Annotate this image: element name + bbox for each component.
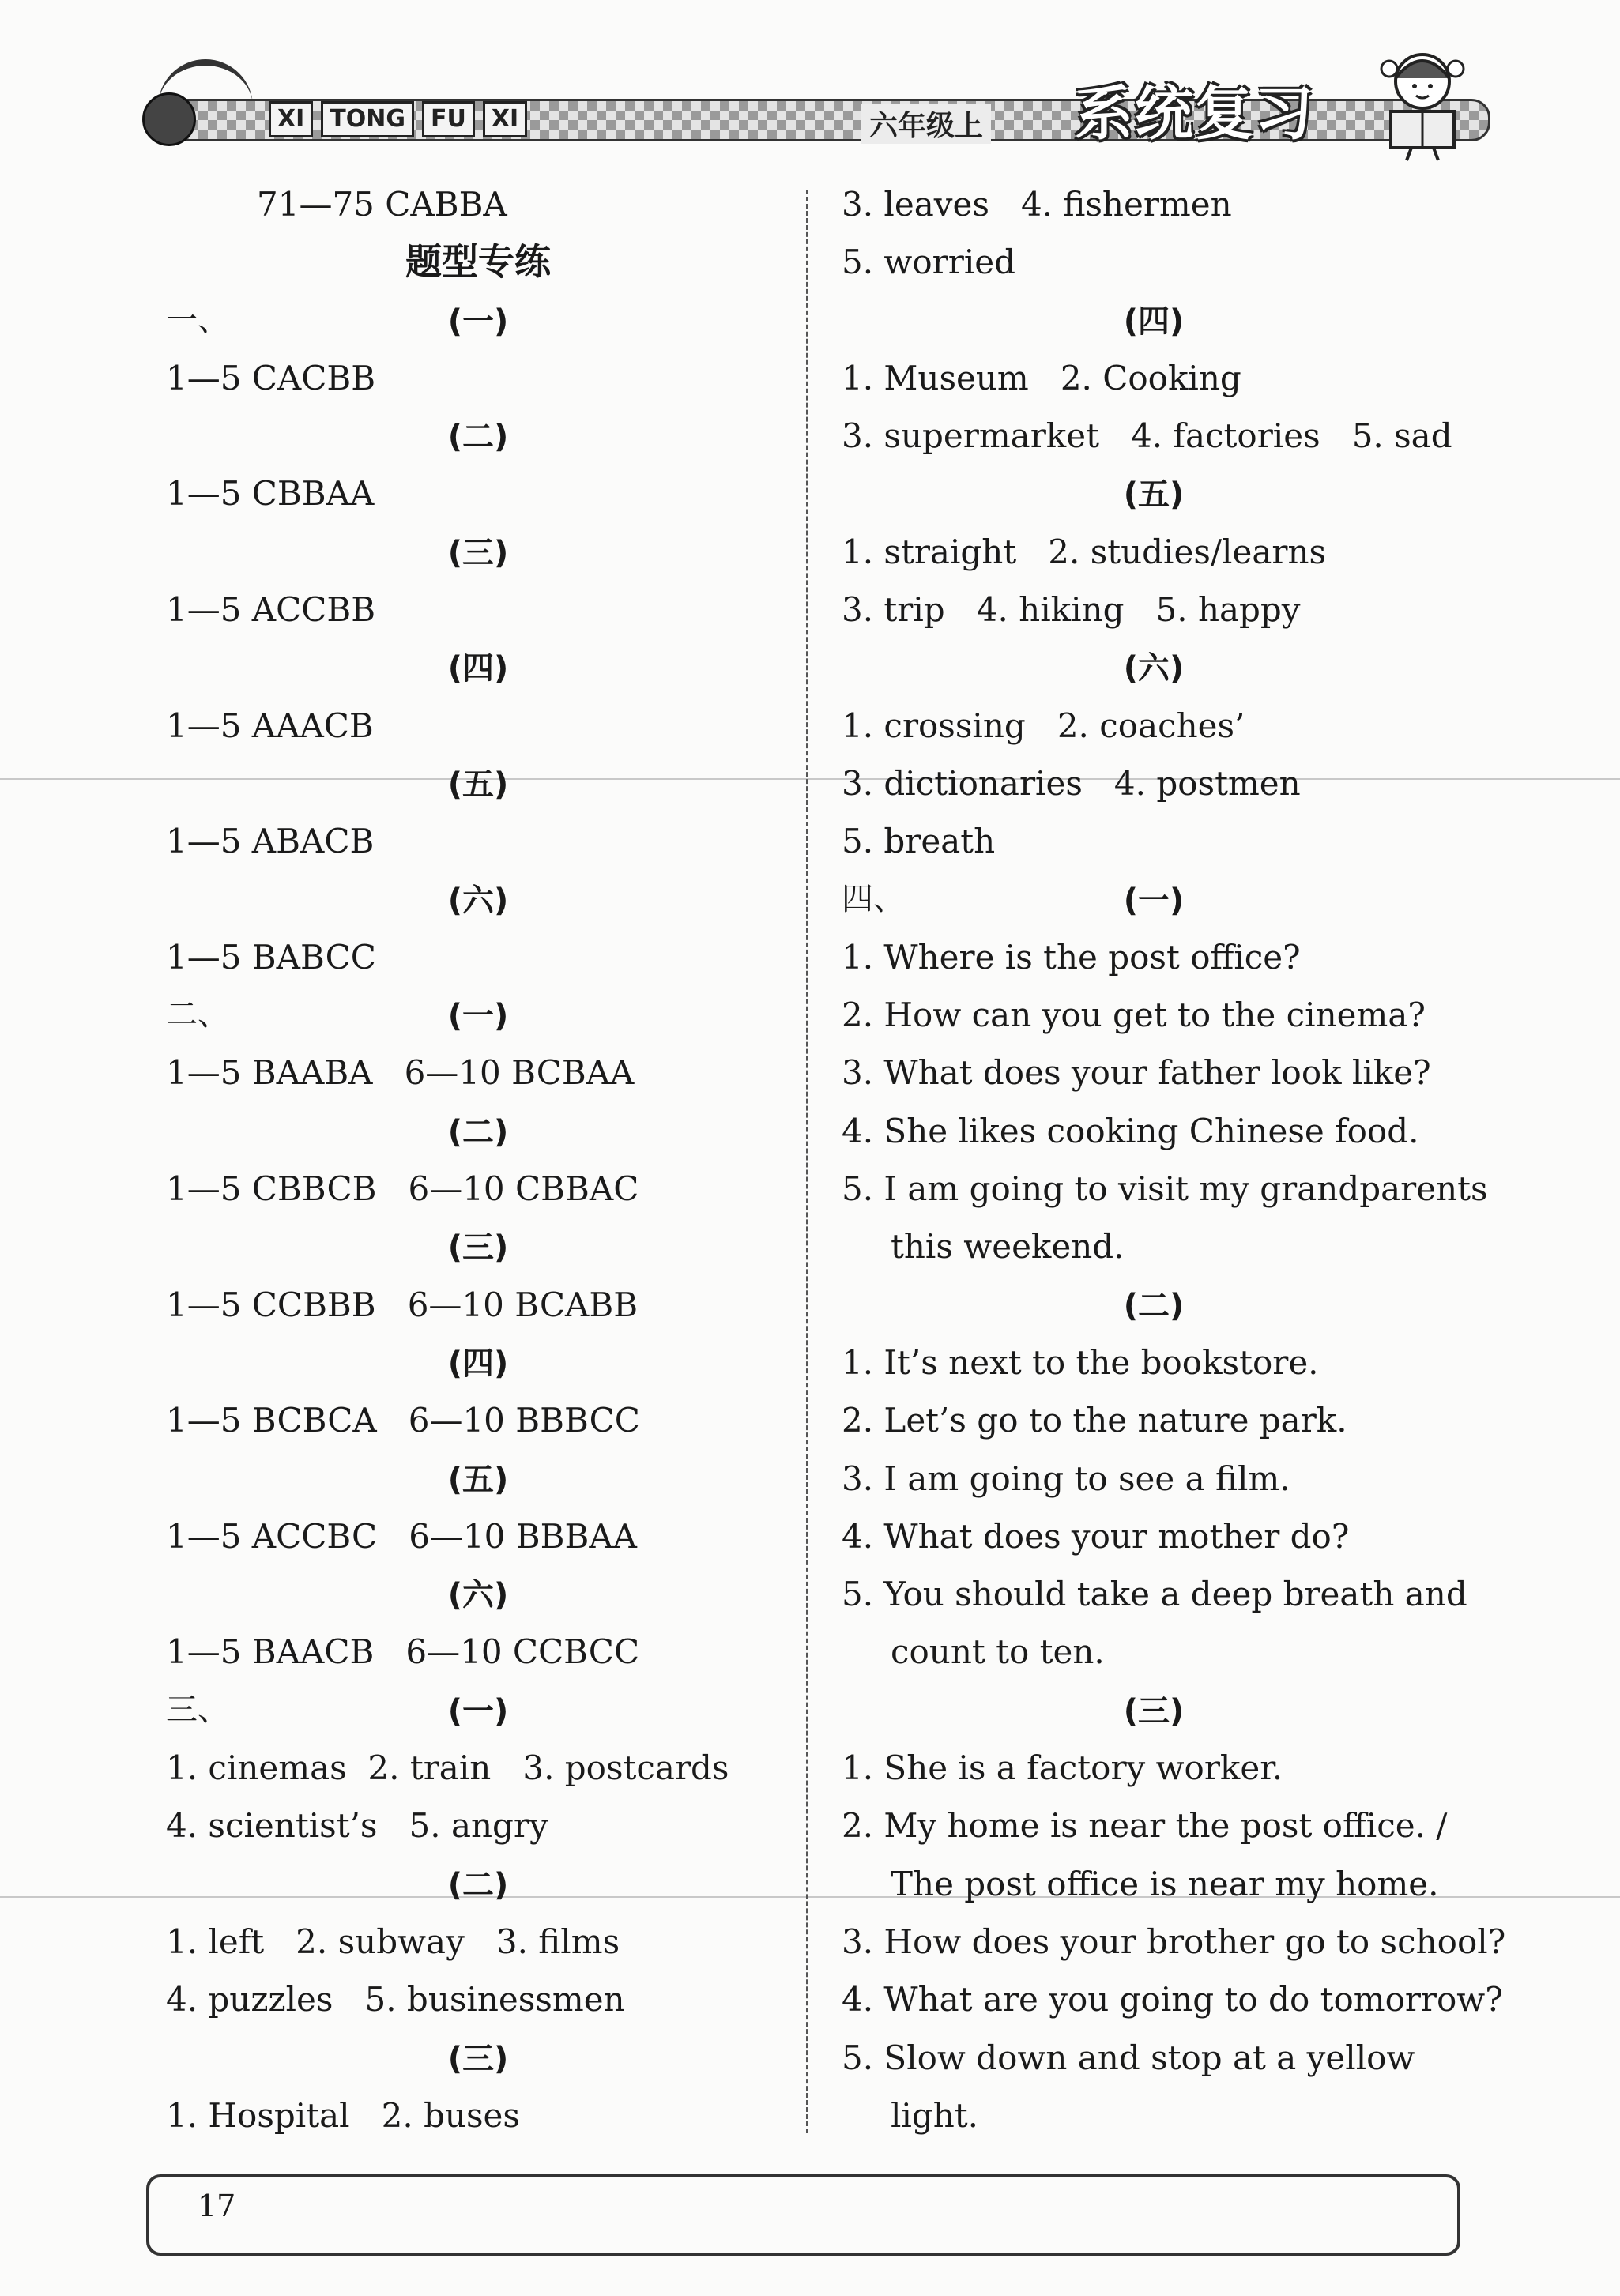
pinyin-syllable: XI xyxy=(483,101,527,137)
answer-line xyxy=(166,812,790,870)
answer-line xyxy=(166,465,790,522)
subsection-number: (五) xyxy=(447,1461,509,1498)
answer-line xyxy=(166,697,790,755)
page-header xyxy=(142,43,1486,162)
section-title: 题型专练 xyxy=(405,240,551,284)
subsection-heading xyxy=(166,755,790,812)
answer-text: 1—5 BABCC xyxy=(166,937,376,977)
subsection-number: (一) xyxy=(447,303,509,340)
answer-text: 1—5 CACBB xyxy=(166,358,376,397)
answer-line xyxy=(842,812,1466,870)
left-answer-column xyxy=(166,175,790,2144)
answer-line xyxy=(842,349,1466,407)
answer-text: light. xyxy=(891,2095,979,2135)
answer-line xyxy=(842,1970,1503,2028)
subsection-heading xyxy=(842,292,1466,349)
answer-text: count to ten. xyxy=(891,1632,1105,1672)
answer-text: 1. cinemas 2. train 3. postcards xyxy=(166,1748,729,1788)
pinyin-syllable: XI xyxy=(269,101,313,137)
answer-line xyxy=(166,581,790,638)
answer-text: 1—5 AAACB xyxy=(166,706,374,745)
subsection-heading xyxy=(166,292,790,349)
answer-text: 4. scientist’s 5. angry xyxy=(166,1806,548,1846)
subsection-number: (二) xyxy=(447,1866,509,1903)
answer-text: 2. Let’s go to the nature park. xyxy=(842,1401,1347,1440)
answer-text: 1—5 ACCBC 6—10 BBBAA xyxy=(166,1516,637,1556)
subsection-number: (二) xyxy=(1123,1287,1185,1324)
section-number: 二、 xyxy=(166,996,229,1033)
answer-line xyxy=(842,1739,1466,1797)
subsection-number: (三) xyxy=(447,534,509,571)
answer-line xyxy=(166,1044,790,1101)
answer-line xyxy=(166,175,790,233)
answer-text: 71—75 CABBA xyxy=(257,185,507,224)
right-answer-column xyxy=(842,175,1506,2144)
answer-text: 5. You should take a deep breath and xyxy=(842,1575,1467,1614)
answer-text: 2. My home is near the post office. / xyxy=(842,1806,1448,1846)
answer-text: 3. supermarket 4. factories 5. sad xyxy=(842,416,1452,456)
answer-line xyxy=(842,755,1466,812)
pinyin-syllable: FU xyxy=(422,101,475,137)
subsection-heading xyxy=(166,1565,790,1623)
answer-line xyxy=(842,1391,1466,1449)
subsection-heading xyxy=(166,1334,790,1391)
answer-text: 3. I am going to see a film. xyxy=(842,1459,1290,1498)
subsection-number: (一) xyxy=(447,1692,509,1730)
answer-line xyxy=(166,1913,790,1970)
answer-line xyxy=(842,2029,1466,2087)
answer-text: 1. straight 2. studies/learns xyxy=(842,532,1327,571)
answer-text: 1. crossing 2. coaches’ xyxy=(842,706,1245,745)
section-number: 三、 xyxy=(166,1691,229,1728)
answer-text: 4. What does your mother do? xyxy=(842,1516,1350,1556)
answer-line xyxy=(842,1218,1466,1275)
subsection-number: (三) xyxy=(1123,1692,1185,1730)
subsection-number: (五) xyxy=(447,766,509,803)
brand-title: 系统复习 xyxy=(1075,80,1315,148)
answer-line xyxy=(166,1507,790,1565)
answer-text: 3. leaves 4. fishermen xyxy=(842,185,1232,224)
subsection-heading xyxy=(166,407,790,465)
subsection-number: (六) xyxy=(1123,650,1185,687)
subsection-number: (六) xyxy=(447,1577,509,1614)
answer-text: 1—5 CBBAA xyxy=(166,474,375,514)
section-number: 一、 xyxy=(166,301,229,338)
answer-text: 4. puzzles 5. businessmen xyxy=(166,1980,625,2019)
answer-line xyxy=(166,928,790,986)
answer-text: 1—5 BAABA 6—10 BCBAA xyxy=(166,1053,635,1093)
answer-line xyxy=(842,1565,1466,1623)
subsection-heading xyxy=(166,2029,790,2087)
subsection-number: (四) xyxy=(1123,303,1185,340)
subsection-heading xyxy=(166,871,790,928)
subsection-heading xyxy=(842,1681,1466,1739)
answer-line xyxy=(842,1334,1466,1391)
subsection-heading xyxy=(166,1102,790,1160)
grade-label: 六年级上 xyxy=(861,104,991,144)
answer-line xyxy=(166,349,790,407)
answer-text: 1—5 BCBCA 6—10 BBBCC xyxy=(166,1401,640,1440)
answer-text: 1—5 BAACB 6—10 CCBCC xyxy=(166,1632,640,1672)
answer-line xyxy=(842,1913,1506,1970)
subsection-number: (三) xyxy=(447,1229,509,1267)
answer-line xyxy=(166,1797,790,1854)
subsection-heading xyxy=(166,1218,790,1275)
answer-text: 3. trip 4. hiking 5. happy xyxy=(842,590,1301,630)
answer-line xyxy=(842,1623,1466,1681)
answer-text: 1. Hospital 2. buses xyxy=(166,2095,520,2135)
subsection-heading xyxy=(166,1855,790,1913)
answer-text: 5. breath xyxy=(842,822,996,861)
subsection-heading xyxy=(842,871,1466,928)
subsection-heading xyxy=(842,638,1466,696)
answer-text: The post office is near my home. xyxy=(891,1864,1439,1903)
answer-text: 2. How can you get to the cinema? xyxy=(842,996,1426,1035)
answer-line xyxy=(842,2087,1466,2144)
answer-line xyxy=(842,1044,1466,1101)
subsection-number: (二) xyxy=(447,419,509,456)
section-number: 四、 xyxy=(842,880,905,917)
answer-text: 5. I am going to visit my grandparents xyxy=(842,1169,1488,1209)
subsection-heading xyxy=(166,1450,790,1507)
answer-line xyxy=(166,1276,790,1334)
subsection-heading xyxy=(842,1276,1466,1334)
answer-text: 1. Museum 2. Cooking xyxy=(842,358,1241,397)
subsection-heading xyxy=(166,523,790,581)
answer-text: 1. left 2. subway 3. films xyxy=(166,1921,620,1961)
column-divider xyxy=(806,190,808,2133)
answer-line xyxy=(842,1160,1488,1218)
answer-line xyxy=(166,1160,790,1218)
answer-text: 4. She likes cooking Chinese food. xyxy=(842,1111,1419,1150)
title-line xyxy=(166,233,790,291)
answer-line xyxy=(842,928,1466,986)
answer-text: this weekend. xyxy=(891,1227,1125,1267)
answer-line xyxy=(842,1450,1466,1507)
subsection-heading xyxy=(166,1681,790,1739)
answer-line xyxy=(166,1970,790,2028)
answer-line xyxy=(166,2087,790,2144)
answer-text: 4. What are you going to do tomorrow? xyxy=(842,1980,1503,2019)
answer-text: 1—5 CCBBB 6—10 BCABB xyxy=(166,1285,639,1324)
subsection-number: (五) xyxy=(1123,476,1185,514)
answer-text: 3. What does your father look like? xyxy=(842,1053,1431,1093)
answer-line xyxy=(842,175,1466,233)
answer-text: 1. Where is the post office? xyxy=(842,937,1301,977)
answer-line xyxy=(842,581,1466,638)
answer-text: 3. dictionaries 4. postmen xyxy=(842,763,1301,803)
answer-line xyxy=(842,407,1466,465)
answer-line xyxy=(842,697,1466,755)
answer-line xyxy=(842,1507,1466,1565)
answer-text: 3. How does your brother go to school? xyxy=(842,1921,1506,1961)
answer-line xyxy=(842,233,1466,291)
girl-reading-icon xyxy=(1359,43,1486,162)
subsection-number: (一) xyxy=(1123,882,1185,919)
subsection-number: (一) xyxy=(447,998,509,1035)
answer-line xyxy=(166,1739,790,1797)
subsection-number: (四) xyxy=(447,1345,509,1382)
answer-line xyxy=(842,1102,1466,1160)
subsection-number: (三) xyxy=(447,2040,509,2077)
subsection-heading xyxy=(166,986,790,1044)
answer-line xyxy=(166,1391,790,1449)
subsection-heading xyxy=(842,465,1466,522)
answer-line xyxy=(166,1623,790,1681)
subsection-heading xyxy=(166,638,790,696)
page-number: 17 xyxy=(198,2189,236,2223)
answer-text: 1—5 ACCBB xyxy=(166,590,376,630)
answer-line xyxy=(842,523,1466,581)
answer-text: 5. Slow down and stop at a yellow xyxy=(842,2038,1415,2077)
answer-text: 1. She is a factory worker. xyxy=(842,1748,1283,1788)
subsection-number: (四) xyxy=(447,650,509,687)
pinyin-syllable: TONG xyxy=(321,101,414,137)
answer-text: 1—5 ABACB xyxy=(166,822,375,861)
subsection-number: (六) xyxy=(447,882,509,919)
answer-text: 5. worried xyxy=(842,243,1015,282)
answer-text: 1—5 CBBCB 6—10 CBBAC xyxy=(166,1169,639,1209)
answer-text: 1. It’s next to the bookstore. xyxy=(842,1342,1319,1382)
footer-box xyxy=(146,2174,1460,2256)
header-pinyin xyxy=(269,99,527,140)
header-ball-decoration xyxy=(142,92,196,146)
answer-line xyxy=(842,1855,1466,1913)
answer-line xyxy=(842,1797,1466,1854)
subsection-number: (二) xyxy=(447,1113,509,1150)
answer-line xyxy=(842,986,1466,1044)
